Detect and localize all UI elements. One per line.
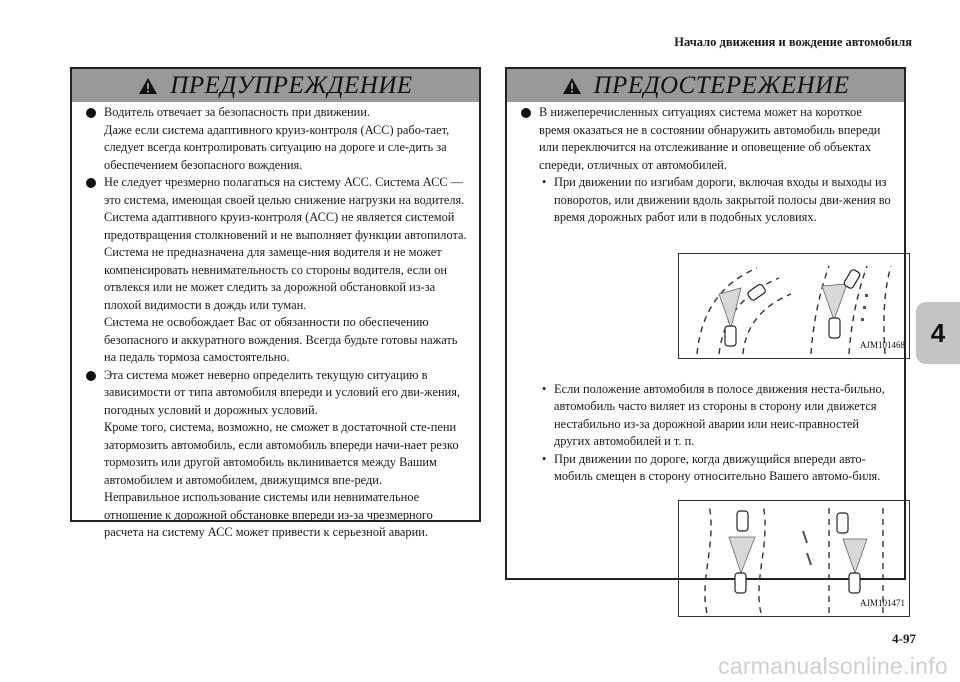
caution-subitem (521, 174, 896, 227)
warning-paragraph: Водитель отвечает за безопасность при движении. (104, 105, 370, 119)
watermark: carmanualsonline.info (717, 653, 948, 679)
caution-subitem-text: Если положение автомобиля в полосе движения неста-бильно, автомобиль часто виляет из стороны в сторону или движется нестабильно из-за дорожной аварии или неис-правностей других автомобилей и т. п. (554, 381, 885, 448)
caution-box (505, 67, 906, 608)
warning-body (72, 102, 479, 542)
bullet-icon (521, 108, 531, 118)
own-car-icon (725, 326, 736, 346)
running-header: Начало движения и вождение автомобиля (674, 35, 912, 49)
caution-intro: В нижеперечисленных ситуациях система может на короткое время оказаться не в состоянии обнаружить автомобиль впереди или переключится на отслеживание и оповещение об объектах спереди, отличных от автомобилей. (539, 105, 881, 172)
caution-subitem-text: При движении по изгибам дороги, включая входы и выходы из поворотов, или движении вдоль закрытой полосы дви-жения во время дорожных работ или в подобных условиях. (554, 175, 891, 224)
lead-car-icon (843, 268, 861, 289)
page-number: 4-97 (892, 631, 916, 646)
warning-box (70, 67, 481, 539)
lead-car-icon (737, 511, 748, 531)
caution-subitem (521, 451, 896, 486)
caution-subitem (521, 381, 896, 451)
own-car-icon (735, 573, 746, 593)
chapter-tab: 4 (916, 302, 960, 364)
bullet-icon (86, 108, 96, 118)
warning-paragraph: Система адаптивного круиз-контроля (АСС) не является системой предотвращения столкновений и не выполняет функции автопилота. Система не предназначена для замеще-ния водителя и не может компенсировать невнимательность со стороны водителя, если он отвлекся или не может следить за дорожной обстановкой из-за плохой видимости в дождь или туман. (104, 210, 467, 312)
figure-label: AJM101468 (859, 340, 905, 350)
caution-item (521, 104, 896, 174)
warning-item (86, 367, 469, 542)
own-car-icon (829, 318, 840, 338)
warning-paragraph: Неправильное использование системы или невнимательное отношение к дорожной обстановке впереди из-за чрезмерного расчета на систему АСС может привести к серьезной аварии. (104, 490, 433, 539)
bullet-icon (86, 178, 96, 188)
lead-car-icon (837, 513, 848, 533)
sub-bullet: • (542, 175, 547, 189)
caution-header (507, 69, 904, 102)
caution-subitem-text: При движении по дороге, когда движущийся впереди авто-мобиль смещен в сторону относительно Вашего автомо-биля. (554, 451, 881, 483)
warning-item (86, 174, 469, 367)
warning-title: ПРЕДУПРЕЖДЕНИЕ (170, 71, 413, 99)
sub-bullet: • (542, 381, 547, 396)
warning-item (86, 104, 469, 174)
warning-paragraph: Система не освобождает Вас от обязанности по обеспечению безопасного и аккуратного вождения. Всегда будьте готовы нажать на педаль тормоза самостоятельно. (104, 315, 458, 364)
own-car-icon (849, 573, 860, 593)
warning-paragraph: Кроме того, система, возможно, не сможет в достаточной сте-пени затормозить автомобиль, если автомобиль впереди начи-нает резко тормозить или другой автомобиль вклинивается между Вашим автомобилем и автомобилем, движущимся впе-реди. (104, 420, 459, 487)
sub-bullet: • (542, 451, 547, 466)
lead-car-icon (747, 283, 767, 301)
caution-body (507, 102, 904, 617)
figure-label: AJM101471 (859, 598, 905, 608)
warning-triangle-icon (562, 77, 582, 95)
caution-title: ПРЕДОСТЕРЕЖЕНИЕ (593, 71, 850, 99)
warning-paragraph: Эта система может неверно определить текущую ситуацию в зависимости от типа автомобиля впереди и условий его дви-жения, погодных условий и дорожных условий. (104, 367, 461, 417)
figure-curved-road (678, 253, 910, 359)
warning-triangle-icon (138, 77, 158, 95)
warning-paragraph: Не следует чрезмерно полагаться на систему АСС. Система АСС — это система, имеющая своей целью снижение нагрузки на водителя. (104, 175, 465, 207)
warning-header (72, 69, 479, 102)
bullet-icon (86, 371, 96, 381)
warning-paragraph: Даже если система адаптивного круиз-контроля (АСС) рабо-тает, следует всегда контролировать ситуацию на дороге и сле-дить за обеспечением безопасного вождения. (104, 122, 450, 172)
figure-offset-vehicle (678, 500, 910, 617)
